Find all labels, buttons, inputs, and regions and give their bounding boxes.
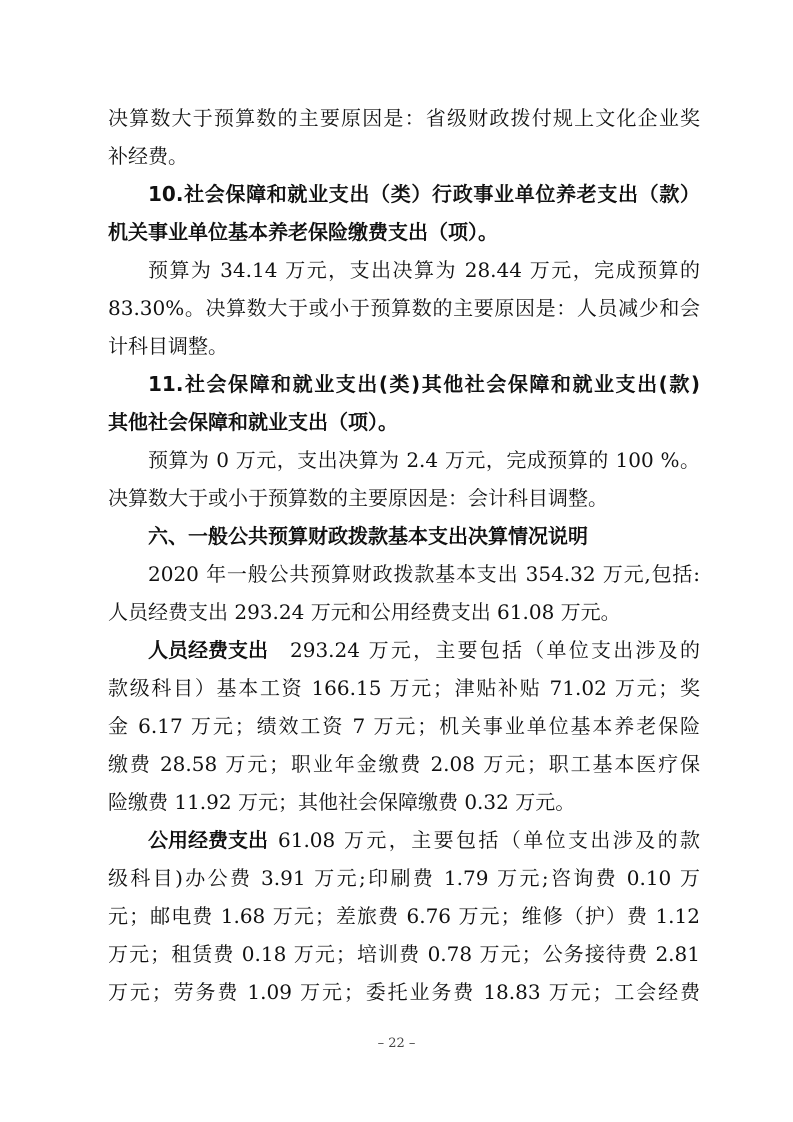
page-number: – 22 – [377, 1036, 416, 1051]
paragraph-line: 2020 年一般公共预算财政拨款基本支出 354.32 万元,包括: [148, 562, 700, 586]
paragraph-line: 补经费。 [108, 144, 188, 168]
public-label: 公用经费支出 [148, 828, 268, 852]
personnel-label: 人员经费支出 [148, 638, 268, 662]
section-heading: 10.社会保障和就业支出（类）行政事业单位养老支出（款） [148, 182, 700, 206]
paragraph-line: 人员经费支出 293.24 万元和公用经费支出 61.08 万元。 [108, 600, 621, 624]
paragraph-line: 款级科目）基本工资 166.15 万元；津贴补贴 71.02 万元；奖 [108, 676, 700, 700]
paragraph-line: 万元；劳务费 1.09 万元；委托业务费 18.83 万元；工会经费 [108, 980, 700, 1004]
paragraph-line: 预算为 34.14 万元，支出决算为 28.44 万元，完成预算的 [148, 258, 700, 282]
section-heading: 11.社会保障和就业支出(类)其他社会保障和就业支出(款) [148, 372, 700, 396]
paragraph-line: 缴费 28.58 万元；职业年金缴费 2.08 万元；职工基本医疗保 [108, 752, 700, 776]
paragraph-line [148, 637, 700, 663]
paragraph-line: 83.30%。决算数大于或小于预算数的主要原因是：人员减少和会 [108, 296, 700, 320]
chapter-heading: 六、一般公共预算财政拨款基本支出决算情况说明 [148, 524, 588, 548]
paragraph-line: 元；邮电费 1.68 万元；差旅费 6.76 万元；维修（护）费 1.12 [108, 904, 700, 928]
public-text: 61.08 万元，主要包括（单位支出涉及的款 [278, 828, 700, 852]
paragraph-line [148, 827, 700, 853]
paragraph-line: 预算为 0 万元，支出决算为 2.4 万元，完成预算的 100 %。 [148, 448, 700, 472]
paragraph-line: 险缴费 11.92 万元；其他社会保障缴费 0.32 万元。 [108, 790, 576, 814]
section-heading: 其他社会保障和就业支出（项）。 [108, 410, 398, 434]
section-heading: 机关事业单位基本养老保险缴费支出（项）。 [108, 220, 498, 244]
paragraph-line: 决算数大于或小于预算数的主要原因是：会计科目调整。 [108, 486, 608, 510]
paragraph-line: 级科目)办公费 3.91 万元;印刷费 1.79 万元;咨询费 0.10 万 [108, 866, 700, 890]
paragraph-line: 金 6.17 万元；绩效工资 7 万元；机关事业单位基本养老保险 [108, 714, 700, 738]
paragraph-line: 计科目调整。 [108, 334, 228, 358]
paragraph-line: 万元；租赁费 0.18 万元；培训费 0.78 万元；公务接待费 2.81 [108, 942, 700, 966]
personnel-text: 293.24 万元，主要包括（单位支出涉及的 [290, 638, 700, 662]
paragraph-line: 决算数大于预算数的主要原因是：省级财政拨付规上文化企业奖 [108, 106, 700, 130]
